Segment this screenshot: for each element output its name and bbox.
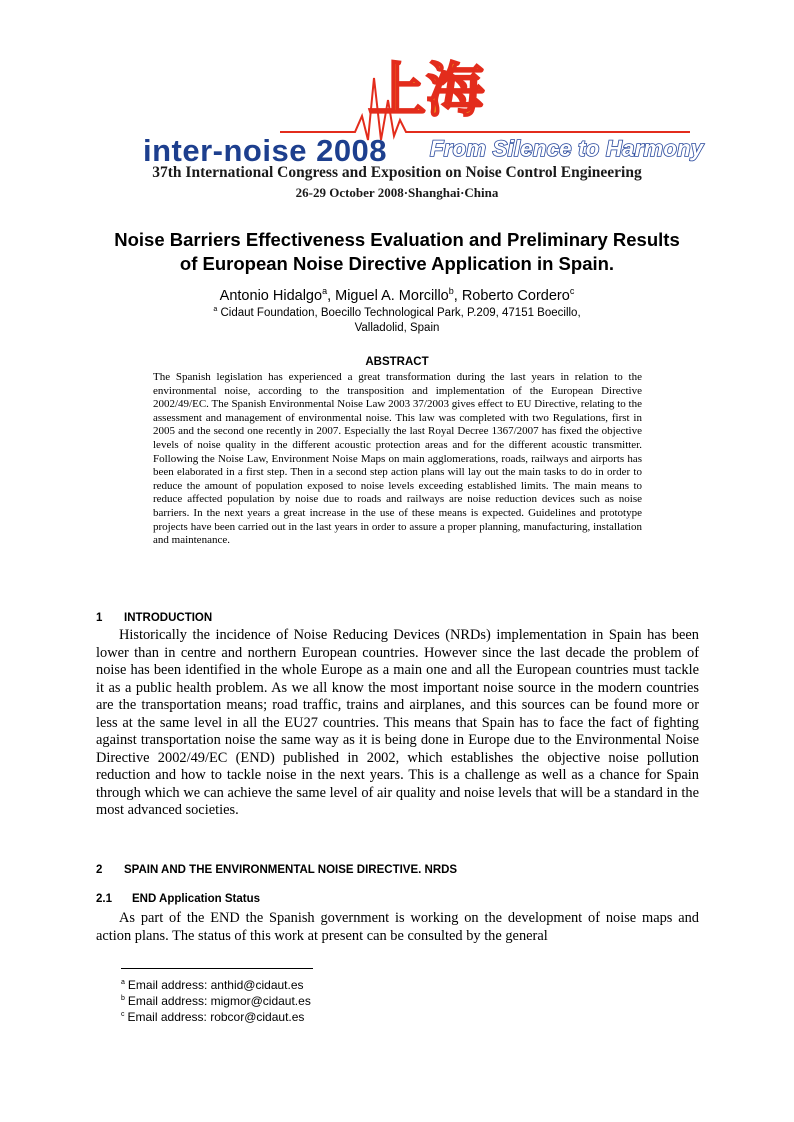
section-1-heading (96, 612, 212, 624)
abstract-heading: ABSTRACT (365, 356, 429, 368)
author-list (100, 288, 694, 304)
title-line-1: Noise Barriers Effectiveness Evaluation and Preliminary Results (114, 229, 680, 250)
section-title: END Application Status (132, 893, 260, 905)
footnote-item (121, 1009, 311, 1025)
paragraph-text: As part of the END the Spanish government is working on the development of noise maps and action plans. The status of this work at present can be consulted by the general (96, 910, 699, 944)
footnote-mark: a (121, 979, 125, 986)
section-1-paragraph (96, 627, 699, 820)
section-2-1-paragraph (96, 910, 699, 945)
conference-banner (0, 0, 794, 210)
footnotes (121, 977, 311, 1025)
affiliation-line-1: Cidaut Foundation, Boecillo Technological Park, P.209, 47151 Boecillo, (217, 307, 581, 319)
footnote-email: Email address: migmor@cidaut.es (127, 994, 311, 1008)
section-title: INTRODUCTION (124, 612, 213, 624)
affiliation-line-2: Valladolid, Spain (354, 322, 440, 334)
conference-slogan: From Silence to Harmony (430, 136, 704, 161)
footnote-mark: c (121, 1011, 125, 1018)
section-number: 2 (96, 864, 103, 876)
author-name: Antonio Hidalgo (219, 288, 323, 304)
footnote-email: Email address: robcor@cidaut.es (127, 1010, 305, 1024)
title-line-2: of European Noise Directive Application in Spain. (179, 253, 615, 274)
footnote-item (121, 977, 311, 993)
conference-name: inter-noise 2008 (143, 133, 388, 168)
congress-line: 37th International Congress and Exposition on Noise Control Engineering (152, 164, 642, 181)
dates-line: 26-29 October 2008·Shanghai·China (295, 185, 499, 200)
soundwave-line (280, 78, 690, 140)
abstract-text: The Spanish legislation has experienced a great transformation during the last years in relation to the environmental noise, according to the transposition and implementation of the European Directive 2002/49/EC. The Spanish Environmental Noise Law 2003 37/2003 gives effect to EU Directive, relating to the assessment and management of environmental noise. This law was completed with two Regulations, first in 2005 and the second one recently in 2007. Especially the last Royal Decree 1367/2007 has fixed the objective levels of noise quality in the different acoustic protection areas and for the different acoustic transmitter. Following the Noise Law, Environment Noise Maps on main agglomerations, roads, railways and airports has been elaborated in a first step. Then in a second step action plans will lay out the main tasks to do in order to reduce the amount of population exposed to noise levels exceeding established limits. The main means to reduce affected population by noise due to roads and railways are noise reduction devices such as noise barriers. In the next years a great increase in the use of these means is expected. Guidelines and prototype projects have been carried out in the last years in order to assure a proper planning, manufacturing, installation and maintenance. (153, 371, 642, 547)
footnote-divider (121, 968, 313, 969)
logo-chinese: 上海 (368, 56, 485, 124)
author-mark: c (569, 286, 575, 297)
author-separator: , (453, 288, 462, 304)
affiliation (160, 306, 634, 336)
affiliation-mark: a (213, 305, 218, 314)
paper-title (100, 228, 694, 276)
author-mark: a (322, 286, 328, 297)
author-mark: b (448, 286, 454, 297)
footnote-item (121, 993, 311, 1009)
footnote-mark: b (121, 995, 125, 1002)
section-2-heading (96, 864, 457, 876)
section-title: SPAIN AND THE ENVIRONMENTAL NOISE DIRECTIVE. NRDS (124, 864, 458, 876)
author-separator: , (327, 288, 336, 304)
author-name: Miguel A. Morcillo (335, 288, 449, 304)
section-number: 1 (96, 612, 103, 624)
section-number: 2.1 (96, 893, 112, 905)
footnote-email: Email address: anthid@cidaut.es (127, 978, 304, 992)
author-name: Roberto Cordero (461, 288, 570, 304)
section-2-1-heading (96, 893, 260, 905)
paragraph-text: Historically the incidence of Noise Reducing Devices (NRDs) implementation in Spain has been lower than in centre and northern European countries. However since the last decade the problem of noise has been identified in the whole Europe as a main one and all the European countries must tackle it as a public health problem. As we all know the most important noise source in the modern countries are the transportation means; road traffic, trains and airplanes, and this sources can be found more or less at the same level in all the EU27 countries. This means that Spain has to face the fact of fighting against transportation noise the same way as it is being done in Europe due to the Environmental Noise Directive 2002/49/EC (END) published in 2002, which establishes the objective noise pollution reduction and how to tackle noise in the next years. This is a challenge as well as a chance for Spain through which we can achieve the same level of air quality and noise levels that will be a standard in the most advanced societies. (96, 627, 699, 818)
